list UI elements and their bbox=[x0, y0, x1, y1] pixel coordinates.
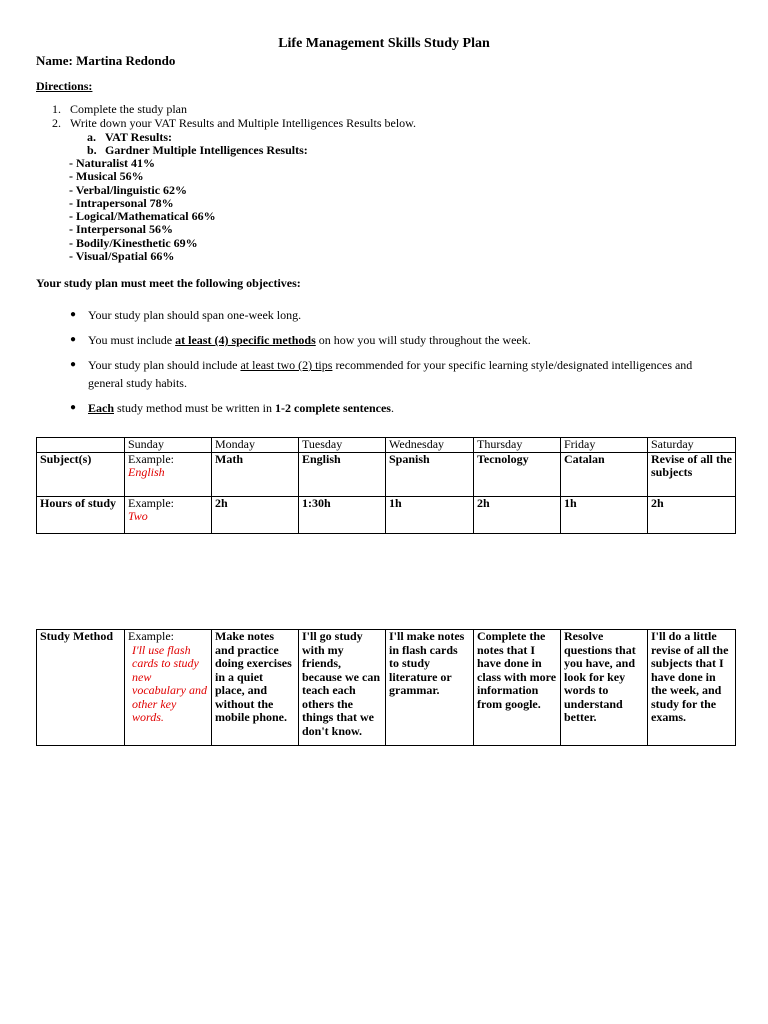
table-row bbox=[37, 452, 736, 496]
objective-item bbox=[70, 306, 720, 324]
step-item bbox=[52, 103, 416, 117]
directions-heading: Directions: bbox=[36, 79, 93, 93]
method-cell: I'll do a little revise of all the subjects that I have done in the week, and study for the exams. bbox=[648, 630, 736, 746]
table-cell bbox=[125, 452, 212, 496]
objectives-heading: Your study plan must meet the following objectives: bbox=[36, 276, 301, 290]
bullet-icon: ● bbox=[70, 359, 77, 370]
objectives-list bbox=[70, 306, 720, 424]
example-label: Example: bbox=[128, 495, 174, 510]
table-cell bbox=[125, 630, 212, 746]
result-item: - Interpersonal 56% bbox=[69, 222, 173, 237]
document-title: Life Management Skills Study Plan bbox=[278, 36, 490, 51]
study-method-table bbox=[36, 629, 736, 746]
objective-text: on how you will study throughout the week. bbox=[315, 333, 531, 347]
objective-emphasis: at least two (2) tips bbox=[240, 358, 333, 372]
student-name: Name: Martina Redondo bbox=[36, 53, 176, 68]
row-label-subjects: Subject(s) bbox=[37, 452, 125, 496]
hours-cell: 1h bbox=[561, 496, 648, 533]
hours-cell: 1h bbox=[386, 496, 474, 533]
result-item: - Verbal/linguistic 62% bbox=[69, 182, 188, 197]
example-label: Example: bbox=[128, 629, 174, 643]
result-item: - Naturalist 41% bbox=[69, 156, 155, 170]
intelligence-results bbox=[69, 157, 216, 263]
objective-text: . bbox=[390, 401, 394, 415]
method-cell: Make notes and practice doing exercises in a quiet place, and without the mobile phone. bbox=[212, 630, 299, 746]
hours-cell: 2h bbox=[648, 496, 736, 533]
row-label-study-method: Study Method bbox=[37, 630, 125, 746]
subject-cell: English bbox=[299, 452, 386, 496]
objective-emphasis: Each bbox=[88, 401, 115, 415]
subject-cell: Spanish bbox=[386, 452, 474, 496]
subject-cell: Revise of all the subjects bbox=[648, 452, 736, 496]
hours-cell: 2h bbox=[212, 496, 299, 533]
sub-step-text: Gardner Multiple Intelligences Results: bbox=[105, 143, 308, 157]
table-cell bbox=[37, 438, 125, 453]
example-value: English bbox=[128, 465, 165, 479]
day-header: Monday bbox=[212, 438, 299, 453]
method-cell: I'll make notes in flash cards to study literature or grammar. bbox=[386, 630, 474, 746]
bullet-icon: ● bbox=[70, 334, 77, 345]
subject-cell: Catalan bbox=[561, 452, 648, 496]
example-value: I'll use flash cards to study new vocabulary and other key words. bbox=[132, 642, 207, 724]
hours-cell: 2h bbox=[474, 496, 561, 533]
day-header: Thursday bbox=[474, 438, 561, 453]
objective-emphasis: at least (4) specific methods bbox=[175, 333, 316, 347]
method-cell: I'll go study with my friends, because we can teach each others the things that we don't know. bbox=[299, 630, 386, 746]
bullet-icon: ● bbox=[70, 402, 77, 413]
table-header-row bbox=[37, 438, 736, 453]
sub-step-text: VAT Results: bbox=[105, 130, 173, 144]
result-item: - Intrapersonal 78% bbox=[69, 195, 174, 210]
step-number: 1. bbox=[52, 102, 61, 116]
objective-text: recommended for your specific learning style/designated intelligences and general study habits. bbox=[88, 358, 693, 390]
step-item bbox=[52, 117, 416, 131]
result-item: - Visual/Spatial 66% bbox=[69, 249, 175, 264]
example-value: Two bbox=[128, 509, 148, 523]
row-label-hours: Hours of study bbox=[37, 496, 125, 533]
day-header: Wednesday bbox=[386, 438, 474, 453]
result-item: - Logical/Mathematical 66% bbox=[69, 209, 216, 224]
example-label: Example: bbox=[128, 451, 174, 466]
day-header: Friday bbox=[561, 438, 648, 453]
day-header: Saturday bbox=[648, 438, 736, 453]
table-row bbox=[37, 496, 736, 533]
schedule-table bbox=[36, 437, 736, 534]
objective-text: Your study plan should include bbox=[88, 358, 241, 372]
objective-item bbox=[70, 356, 720, 392]
subject-cell: Math bbox=[212, 452, 299, 496]
sub-step-letter: b. bbox=[87, 143, 97, 157]
table-row bbox=[37, 630, 736, 746]
day-header: Tuesday bbox=[299, 438, 386, 453]
objective-text: study method must be written in bbox=[114, 401, 276, 415]
result-item: - Musical 56% bbox=[69, 169, 144, 184]
objective-item bbox=[70, 399, 720, 417]
step-text: Complete the study plan bbox=[70, 102, 187, 116]
result-item: - Bodily/Kinesthetic 69% bbox=[69, 235, 198, 250]
objective-bold: 1-2 complete sentences bbox=[275, 401, 391, 415]
bullet-icon: ● bbox=[70, 309, 77, 320]
method-cell: Complete the notes that I have done in class with more information from google. bbox=[474, 630, 561, 746]
sub-step-letter: a. bbox=[87, 130, 96, 144]
objective-item bbox=[70, 331, 720, 349]
table-cell bbox=[125, 496, 212, 533]
objective-text: You must include bbox=[88, 333, 176, 347]
subject-cell: Tecnology bbox=[474, 452, 561, 496]
steps-list bbox=[52, 103, 416, 130]
objective-text: Your study plan should span one-week long. bbox=[88, 308, 302, 322]
step-number: 2. bbox=[52, 115, 61, 130]
method-cell: Resolve questions that you have, and look for key words to understand better. bbox=[561, 630, 648, 746]
day-header: Sunday bbox=[125, 438, 212, 453]
step-text: Write down your VAT Results and Multiple Intelligences Results below. bbox=[70, 115, 417, 130]
hours-cell: 1:30h bbox=[299, 496, 386, 533]
